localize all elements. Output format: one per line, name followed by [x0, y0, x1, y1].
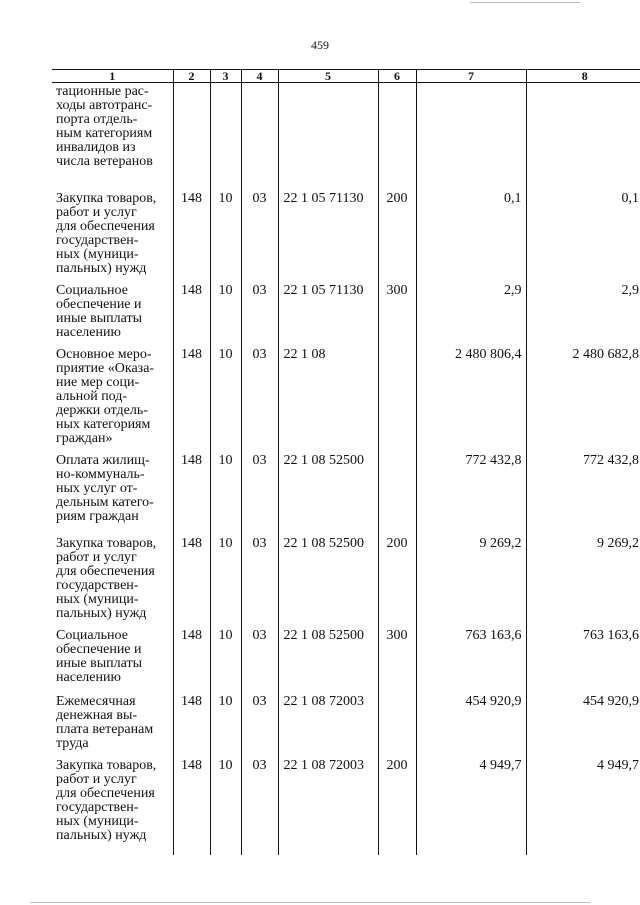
cell-item-name: [52, 751, 173, 855]
cell-expense-type: 300: [378, 621, 416, 687]
table-row: [52, 687, 640, 751]
cell-chapter: 148: [173, 687, 210, 751]
cell-amount-1: 4 949,7: [416, 751, 526, 855]
cell-chapter: 148: [173, 529, 210, 621]
item-name-line: пальных) нужд: [56, 827, 147, 843]
item-name-line: для обеспечения: [56, 785, 155, 801]
cell-expense-type: [378, 83, 416, 184]
item-name-line: обеспечение и: [56, 296, 142, 312]
cell-subsection: 03: [241, 276, 278, 340]
cell-chapter: 148: [173, 184, 210, 276]
cell-amount-2: 2,9: [526, 276, 640, 340]
table-row: [52, 751, 640, 855]
item-name-line: приятие «Оказа-: [56, 360, 155, 376]
cell-amount-1: 0,1: [416, 184, 526, 276]
cell-section: 10: [210, 529, 241, 621]
cell-amount-2: [526, 83, 640, 184]
item-name-line: Закупка товаров,: [56, 535, 157, 551]
table-row: [52, 446, 640, 529]
cell-target-code: 22 1 08 52500: [278, 621, 378, 687]
item-name-line: иные выплаты: [56, 655, 142, 671]
item-name-line: держки отдель-: [56, 402, 148, 418]
cell-expense-type: 200: [378, 529, 416, 621]
cell-amount-2: 454 920,9: [526, 687, 640, 751]
cell-target-code: 22 1 08 52500: [278, 529, 378, 621]
item-name-line: пальных) нужд: [56, 260, 147, 276]
table-row: [52, 83, 640, 184]
item-name-line: государствен-: [56, 577, 139, 593]
cell-chapter: 148: [173, 446, 210, 529]
item-name-line: числа ветеранов: [56, 154, 153, 169]
cell-expense-type: [378, 687, 416, 751]
cell-target-code: 22 1 08: [278, 340, 378, 446]
item-name-line: для обеспечения: [56, 218, 155, 234]
item-name-line: тационные рас-: [56, 84, 149, 99]
item-name-line: населению: [56, 669, 121, 685]
cell-item-name: [52, 687, 173, 751]
item-name-line: денежная вы-: [56, 707, 138, 723]
cell-target-code: 22 1 05 71130: [278, 276, 378, 340]
item-name-line: ных (муници-: [56, 246, 139, 262]
item-name-line: пальных) нужд: [56, 605, 147, 621]
header-col-5: 5: [278, 70, 378, 83]
cell-target-code: [278, 83, 378, 184]
cell-subsection: 03: [241, 340, 278, 446]
cell-amount-2: 763 163,6: [526, 621, 640, 687]
cell-amount-2: 772 432,8: [526, 446, 640, 529]
table-row: [52, 529, 640, 621]
item-name-line: ным категориям: [56, 126, 153, 141]
item-name-line: Оплата жилищ-: [56, 452, 150, 468]
item-name-line: обеспечение и: [56, 641, 142, 657]
cell-chapter: 148: [173, 621, 210, 687]
cell-amount-1: 454 920,9: [416, 687, 526, 751]
table-body: [52, 83, 640, 855]
cell-target-code: 22 1 08 72003: [278, 751, 378, 855]
header-col-8: 8: [526, 70, 640, 83]
scan-mark-top: [470, 2, 580, 3]
item-name-line: населению: [56, 324, 121, 340]
item-name-line: порта отдель-: [56, 112, 138, 127]
table-row: [52, 184, 640, 276]
item-name-line: альной под-: [56, 388, 128, 404]
item-name-line: государствен-: [56, 232, 139, 248]
cell-item-name: [52, 83, 173, 184]
cell-chapter: 148: [173, 276, 210, 340]
page-number: 459: [311, 38, 329, 52]
header-col-7: 7: [416, 70, 526, 83]
cell-subsection: 03: [241, 621, 278, 687]
cell-section: 10: [210, 446, 241, 529]
cell-subsection: 03: [241, 446, 278, 529]
item-name-line: но-коммуналь-: [56, 466, 145, 482]
cell-subsection: 03: [241, 687, 278, 751]
cell-amount-2: 4 949,7: [526, 751, 640, 855]
cell-expense-type: 200: [378, 184, 416, 276]
item-name-line: государствен-: [56, 799, 139, 815]
cell-amount-1: [416, 83, 526, 184]
cell-chapter: 148: [173, 751, 210, 855]
header-col-2: 2: [173, 70, 210, 83]
cell-subsection: 03: [241, 184, 278, 276]
header-col-4: 4: [241, 70, 278, 83]
cell-section: 10: [210, 184, 241, 276]
cell-amount-1: 2 480 806,4: [416, 340, 526, 446]
item-name-line: ходы автотранс-: [56, 98, 153, 113]
item-name-line: риям граждан: [56, 508, 139, 524]
header-col-3: 3: [210, 70, 241, 83]
item-name-line: Ежемесячная: [56, 693, 136, 709]
header-col-6: 6: [378, 70, 416, 83]
table-header-row: [52, 70, 640, 83]
item-name-line: граждан»: [56, 430, 113, 446]
cell-section: 10: [210, 687, 241, 751]
table-row: [52, 340, 640, 446]
item-name-line: ных категориям: [56, 416, 151, 432]
item-name-line: ных услуг от-: [56, 480, 138, 496]
cell-target-code: 22 1 08 72003: [278, 687, 378, 751]
cell-target-code: 22 1 08 52500: [278, 446, 378, 529]
cell-amount-1: 763 163,6: [416, 621, 526, 687]
cell-section: 10: [210, 276, 241, 340]
cell-amount-2: 2 480 682,8: [526, 340, 640, 446]
item-name-line: Закупка товаров,: [56, 190, 157, 206]
cell-expense-type: [378, 340, 416, 446]
item-name-line: инвалидов из: [56, 140, 136, 155]
item-name-line: труда: [56, 735, 89, 751]
cell-item-name: [52, 446, 173, 529]
cell-subsection: 03: [241, 529, 278, 621]
item-name-line: работ и услуг: [56, 771, 137, 787]
header-col-1: 1: [52, 70, 173, 83]
table-row: [52, 276, 640, 340]
cell-item-name: [52, 529, 173, 621]
cell-item-name: [52, 184, 173, 276]
cell-section: 10: [210, 340, 241, 446]
cell-amount-1: 9 269,2: [416, 529, 526, 621]
item-name-line: Основное меро-: [56, 346, 152, 362]
item-name-line: ние мер соци-: [56, 374, 140, 390]
item-name-line: для обеспечения: [56, 563, 155, 579]
cell-section: [210, 83, 241, 184]
item-name-line: работ и услуг: [56, 549, 137, 565]
item-name-line: иные выплаты: [56, 310, 142, 326]
cell-chapter: [173, 83, 210, 184]
item-name-line: работ и услуг: [56, 204, 137, 220]
cell-item-name: [52, 276, 173, 340]
cell-subsection: [241, 83, 278, 184]
cell-amount-1: 2,9: [416, 276, 526, 340]
cell-expense-type: [378, 446, 416, 529]
cell-item-name: [52, 621, 173, 687]
item-name-line: дельным катего-: [56, 494, 154, 510]
budget-table: [52, 69, 640, 855]
cell-amount-1: 772 432,8: [416, 446, 526, 529]
table-row: [52, 621, 640, 687]
scan-mark-bottom: [30, 902, 590, 903]
cell-subsection: 03: [241, 751, 278, 855]
item-name-line: ных (муници-: [56, 591, 139, 607]
cell-expense-type: 300: [378, 276, 416, 340]
item-name-line: ных (муници-: [56, 813, 139, 829]
cell-section: 10: [210, 621, 241, 687]
cell-expense-type: 200: [378, 751, 416, 855]
item-name-line: плата ветеранам: [56, 721, 154, 737]
cell-chapter: 148: [173, 340, 210, 446]
item-name-line: Социальное: [56, 627, 128, 643]
cell-target-code: 22 1 05 71130: [278, 184, 378, 276]
cell-item-name: [52, 340, 173, 446]
item-name-line: Закупка товаров,: [56, 757, 157, 773]
cell-amount-2: 9 269,2: [526, 529, 640, 621]
cell-amount-2: 0,1: [526, 184, 640, 276]
item-name-line: Социальное: [56, 282, 128, 298]
cell-section: 10: [210, 751, 241, 855]
